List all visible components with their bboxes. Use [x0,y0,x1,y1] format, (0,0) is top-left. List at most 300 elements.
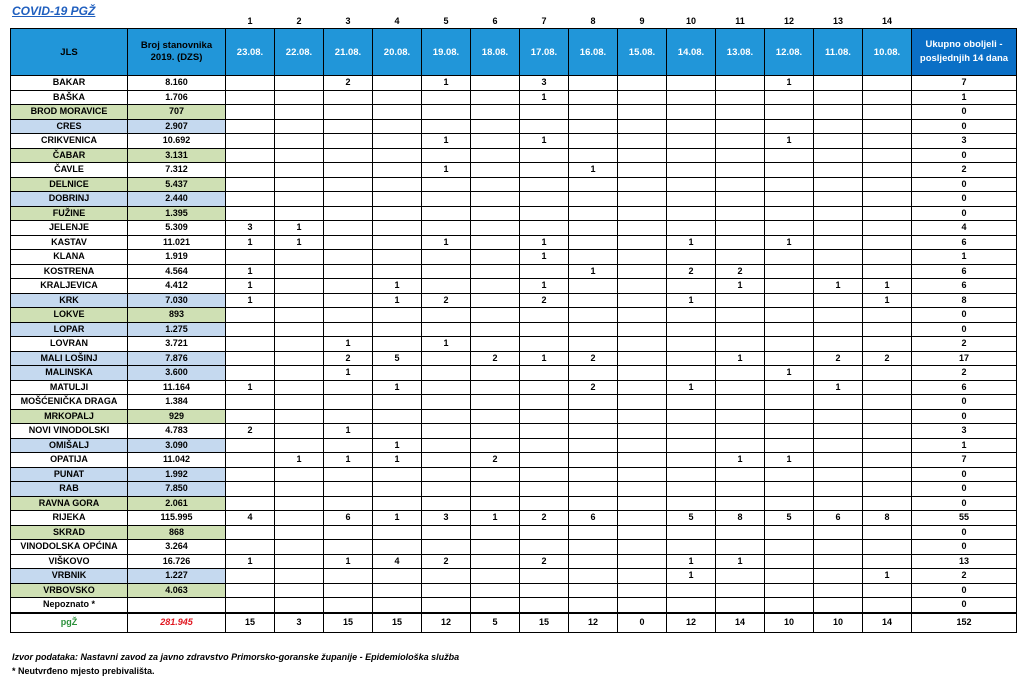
case-count-cell [569,148,618,163]
case-count-cell [814,409,863,424]
case-count-cell [373,163,422,178]
table-row [11,105,1017,120]
case-count-cell [471,279,520,294]
case-count-cell [765,119,814,134]
municipality-name: VRBOVSKO [11,583,128,598]
case-count-cell [471,264,520,279]
case-count-cell [765,554,814,569]
case-count-cell [716,221,765,236]
municipality-name: Nepoznato * [11,598,128,613]
case-count-cell: 2 [471,453,520,468]
case-count-cell [373,496,422,511]
case-count-cell [814,119,863,134]
case-count-cell: 8 [863,511,912,526]
municipality-name: BAKAR [11,76,128,91]
case-count-cell [275,192,324,207]
table-row [11,409,1017,424]
case-count-cell [814,235,863,250]
municipality-name: MATULJI [11,380,128,395]
case-count-cell [275,424,324,439]
population-cell: 1.395 [128,206,226,221]
case-count-cell [569,177,618,192]
case-count-cell [324,409,373,424]
case-count-cell [226,467,275,482]
population-cell: 7.312 [128,163,226,178]
case-count-cell [569,235,618,250]
case-count-cell [765,409,814,424]
municipality-name: RAB [11,482,128,497]
case-count-cell [716,76,765,91]
case-count-cell: 1 [716,554,765,569]
case-count-cell [863,554,912,569]
case-count-cell: 1 [716,351,765,366]
case-count-cell [275,308,324,323]
municipality-name: VIŠKOVO [11,554,128,569]
case-count-cell [618,134,667,149]
case-count-cell [422,467,471,482]
case-count-cell: 2 [520,554,569,569]
case-count-cell [618,90,667,105]
header-date: 22.08. [275,29,324,76]
case-count-cell [226,206,275,221]
case-count-cell [422,540,471,555]
municipality-name: CRIKVENICA [11,134,128,149]
case-count-cell [716,366,765,381]
case-count-cell [667,221,716,236]
municipality-name: KLANA [11,250,128,265]
municipality-name: VRBNIK [11,569,128,584]
case-count-cell [275,90,324,105]
case-count-cell [569,554,618,569]
case-count-cell [667,409,716,424]
case-count-cell [765,395,814,410]
case-count-cell [716,409,765,424]
table-row [11,177,1017,192]
case-count-cell [324,380,373,395]
population-cell: 1.227 [128,569,226,584]
case-count-cell [324,90,373,105]
population-cell: 3.721 [128,337,226,352]
case-count-cell [520,337,569,352]
case-count-cell [569,206,618,221]
case-count-cell [373,583,422,598]
case-count-cell [422,482,471,497]
case-count-cell [422,279,471,294]
case-count-cell [324,308,373,323]
case-count-cell [471,554,520,569]
row-total-cell: 3 [912,134,1017,149]
case-count-cell [618,583,667,598]
case-count-cell: 1 [226,380,275,395]
case-count-cell [618,105,667,120]
row-total-cell: 6 [912,264,1017,279]
population-cell: 1.992 [128,467,226,482]
case-count-cell: 1 [275,235,324,250]
case-count-cell [716,322,765,337]
case-count-cell [471,119,520,134]
case-count-cell [520,206,569,221]
case-count-cell [226,105,275,120]
case-count-cell [618,525,667,540]
case-count-cell [324,192,373,207]
case-count-cell: 1 [373,279,422,294]
case-count-cell [667,424,716,439]
case-count-cell [765,250,814,265]
case-count-cell [422,569,471,584]
case-count-cell [471,105,520,120]
column-number: 11 [735,15,745,26]
population-cell: 868 [128,525,226,540]
case-count-cell [765,279,814,294]
case-count-cell: 1 [226,279,275,294]
case-count-cell: 1 [471,511,520,526]
case-count-cell [814,134,863,149]
municipality-name: PUNAT [11,467,128,482]
case-count-cell [863,525,912,540]
case-count-cell [422,366,471,381]
case-count-cell [667,206,716,221]
case-count-cell [618,308,667,323]
municipality-name: LOPAR [11,322,128,337]
case-count-cell [471,496,520,511]
case-count-cell [814,366,863,381]
case-count-cell [373,264,422,279]
case-count-cell: 1 [667,554,716,569]
column-number: 3 [345,15,351,26]
row-total-cell: 4 [912,221,1017,236]
case-count-cell [814,105,863,120]
case-count-cell: 1 [275,453,324,468]
case-count-cell: 1 [226,554,275,569]
case-count-cell [275,293,324,308]
summary-count-cell: 14 [716,613,765,633]
case-count-cell: 1 [324,366,373,381]
case-count-cell: 1 [324,424,373,439]
table-row [11,496,1017,511]
case-count-cell [373,598,422,613]
case-count-cell: 1 [667,380,716,395]
header-population: Broj stanovnika 2019. (DZS) [128,29,226,76]
case-count-cell: 2 [324,351,373,366]
case-count-cell [863,177,912,192]
case-count-cell [373,192,422,207]
case-count-cell: 6 [814,511,863,526]
row-total-cell: 7 [912,453,1017,468]
case-count-cell: 1 [422,235,471,250]
case-count-cell [814,583,863,598]
case-count-cell [863,206,912,221]
case-count-cell [422,177,471,192]
case-count-cell: 5 [765,511,814,526]
municipality-name: DELNICE [11,177,128,192]
case-count-cell [618,540,667,555]
case-count-cell [618,569,667,584]
case-count-cell: 2 [422,554,471,569]
case-count-cell [814,308,863,323]
row-total-cell: 7 [912,76,1017,91]
case-count-cell: 1 [226,293,275,308]
row-total-cell: 0 [912,119,1017,134]
row-total-cell: 0 [912,409,1017,424]
case-count-cell [373,569,422,584]
case-count-cell [667,322,716,337]
case-count-cell [618,322,667,337]
case-count-cell [814,148,863,163]
table-row [11,554,1017,569]
population-cell: 893 [128,308,226,323]
case-count-cell [569,105,618,120]
case-count-cell [275,76,324,91]
case-count-cell [716,105,765,120]
case-count-cell: 1 [814,380,863,395]
case-count-cell [226,482,275,497]
case-count-cell [569,569,618,584]
case-count-cell [471,525,520,540]
case-count-cell [275,409,324,424]
case-count-cell [765,177,814,192]
case-count-cell [814,540,863,555]
column-number: 2 [296,15,302,26]
case-count-cell: 2 [569,351,618,366]
municipality-name: MRKOPALJ [11,409,128,424]
case-count-cell [716,90,765,105]
case-count-cell [863,163,912,178]
header-date: 23.08. [226,29,275,76]
case-count-cell [324,148,373,163]
case-count-cell [471,308,520,323]
case-count-cell [618,264,667,279]
column-number: 9 [639,15,645,26]
case-count-cell [373,322,422,337]
case-count-cell: 1 [520,90,569,105]
table-row [11,221,1017,236]
header-date: 15.08. [618,29,667,76]
case-count-cell: 2 [814,351,863,366]
row-total-cell: 13 [912,554,1017,569]
summary-count-cell: 12 [667,613,716,633]
case-count-cell [569,598,618,613]
case-count-cell [618,453,667,468]
case-count-cell [863,192,912,207]
table-row [11,525,1017,540]
case-count-cell [569,119,618,134]
header-date: 19.08. [422,29,471,76]
case-count-cell [520,525,569,540]
case-count-cell [618,192,667,207]
case-count-cell: 2 [569,380,618,395]
case-count-cell [667,453,716,468]
table-row [11,569,1017,584]
case-count-cell [863,598,912,613]
case-count-cell [765,308,814,323]
case-count-cell [226,337,275,352]
case-count-cell: 2 [863,351,912,366]
case-count-cell: 6 [569,511,618,526]
municipality-name: RAVNA GORA [11,496,128,511]
case-count-cell [275,511,324,526]
case-count-cell [863,264,912,279]
case-count-cell [618,598,667,613]
case-count-cell [324,467,373,482]
case-count-cell [324,134,373,149]
case-count-cell [667,482,716,497]
case-count-cell [520,540,569,555]
row-total-cell: 0 [912,496,1017,511]
case-count-cell [667,134,716,149]
municipality-name: KRK [11,293,128,308]
case-count-cell [618,163,667,178]
case-count-cell [569,279,618,294]
case-count-cell [373,134,422,149]
header-row [11,29,1017,76]
row-total-cell: 1 [912,90,1017,105]
case-count-cell [275,482,324,497]
column-number: 12 [783,15,794,26]
case-count-cell [667,119,716,134]
table-row [11,322,1017,337]
case-count-cell [863,540,912,555]
case-count-cell [520,308,569,323]
case-count-cell [373,221,422,236]
case-count-cell: 2 [422,293,471,308]
case-count-cell [814,90,863,105]
case-count-cell: 1 [765,235,814,250]
case-count-cell [324,598,373,613]
case-count-cell: 1 [569,163,618,178]
case-count-cell [422,148,471,163]
case-count-cell: 8 [716,511,765,526]
summary-count-cell: 3 [275,613,324,633]
case-count-cell [765,90,814,105]
case-count-cell [471,250,520,265]
case-count-cell [520,163,569,178]
case-count-cell [324,293,373,308]
case-count-cell [667,525,716,540]
case-count-cell [814,395,863,410]
case-count-cell [618,482,667,497]
case-count-cell: 1 [569,264,618,279]
case-count-cell [324,322,373,337]
row-total-cell: 6 [912,279,1017,294]
case-count-cell [814,250,863,265]
row-total-cell: 0 [912,482,1017,497]
case-count-cell [814,192,863,207]
municipality-name: CRES [11,119,128,134]
case-count-cell [716,540,765,555]
case-count-cell [765,221,814,236]
case-count-cell [667,598,716,613]
case-count-cell [814,337,863,352]
population-cell: 11.164 [128,380,226,395]
population-cell: 11.021 [128,235,226,250]
case-count-cell [716,395,765,410]
case-count-cell [716,482,765,497]
case-count-cell [373,235,422,250]
table-row [11,467,1017,482]
case-count-cell [373,525,422,540]
case-count-cell [520,453,569,468]
case-count-cell [765,264,814,279]
case-count-cell [814,482,863,497]
case-count-cell [863,366,912,381]
case-count-cell [471,90,520,105]
summary-count-cell: 15 [324,613,373,633]
case-count-cell [618,351,667,366]
case-count-cell [618,279,667,294]
case-count-cell [569,496,618,511]
row-total-cell: 0 [912,322,1017,337]
case-count-cell [814,206,863,221]
case-count-cell: 6 [324,511,373,526]
municipality-name: MOŠĆENIČKA DRAGA [11,395,128,410]
case-count-cell [275,177,324,192]
case-count-cell [422,351,471,366]
case-count-cell [716,250,765,265]
population-cell: 3.264 [128,540,226,555]
summary-row [11,613,1017,633]
case-count-cell [863,424,912,439]
column-number: 6 [492,15,498,26]
case-count-cell: 1 [716,279,765,294]
case-count-cell [324,105,373,120]
population-cell: 2.061 [128,496,226,511]
case-count-cell [373,337,422,352]
case-count-cell [275,322,324,337]
municipality-name: RIJEKA [11,511,128,526]
case-count-cell [765,569,814,584]
case-count-cell [569,293,618,308]
case-count-cell [275,134,324,149]
case-count-cell [275,148,324,163]
case-count-cell [226,163,275,178]
case-count-cell [618,496,667,511]
row-total-cell: 2 [912,569,1017,584]
case-count-cell [226,192,275,207]
case-count-cell [863,221,912,236]
case-count-cell [814,293,863,308]
case-count-cell [569,525,618,540]
case-count-cell [373,308,422,323]
population-cell: 1.275 [128,322,226,337]
table-row [11,206,1017,221]
case-count-cell: 1 [373,438,422,453]
case-count-cell [226,438,275,453]
case-count-cell [814,467,863,482]
case-count-cell [863,438,912,453]
case-count-cell [520,395,569,410]
case-count-cell [716,438,765,453]
case-count-cell [471,598,520,613]
header-jls: JLS [11,29,128,76]
column-number: 10 [685,15,696,26]
header-date: 20.08. [373,29,422,76]
case-count-cell [814,496,863,511]
case-count-cell: 1 [373,511,422,526]
case-count-cell [373,148,422,163]
case-count-cell: 2 [471,351,520,366]
population-cell: 3.090 [128,438,226,453]
row-total-cell: 0 [912,540,1017,555]
case-count-cell [373,366,422,381]
case-count-cell [765,525,814,540]
case-count-cell [373,90,422,105]
header-date: 17.08. [520,29,569,76]
case-count-cell [520,264,569,279]
table-row [11,438,1017,453]
municipality-name: MALINSKA [11,366,128,381]
case-count-cell: 1 [765,76,814,91]
case-count-cell [226,250,275,265]
